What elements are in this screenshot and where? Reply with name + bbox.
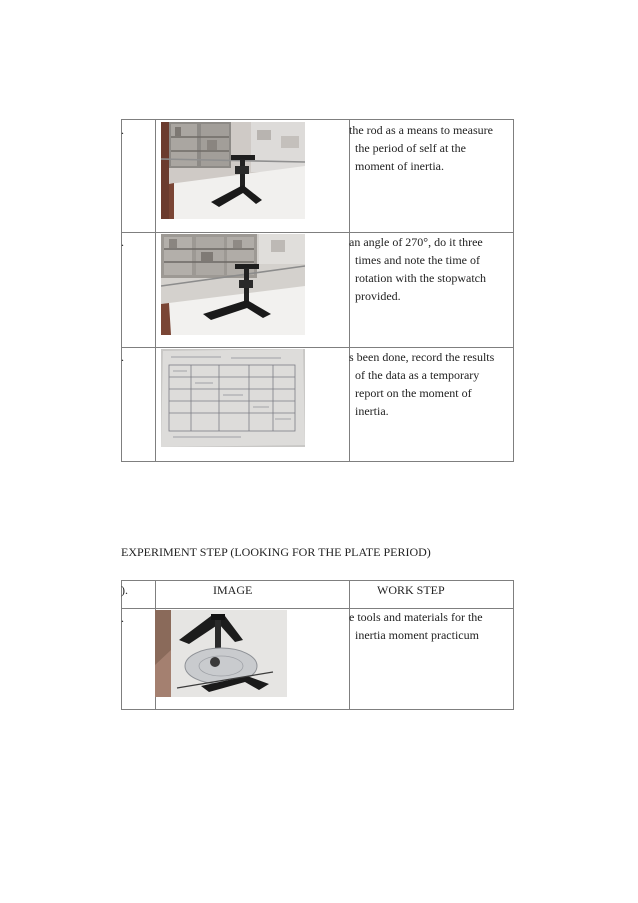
work-step-text bbox=[349, 348, 512, 420]
row-number: . bbox=[121, 350, 124, 364]
handwritten-report-photo bbox=[161, 349, 305, 447]
work-step-line: e tools and materials for the bbox=[349, 610, 483, 624]
work-step-line: the period of self at the bbox=[355, 141, 466, 155]
row-number: . bbox=[121, 123, 124, 137]
row-number: . bbox=[121, 611, 124, 625]
work-step-text bbox=[349, 121, 512, 175]
work-step-line: the rod as a means to measure bbox=[349, 123, 493, 137]
apparatus-photo-stand bbox=[161, 234, 305, 335]
work-step-line: of the data as a temporary bbox=[355, 368, 480, 382]
work-step-text bbox=[349, 608, 512, 644]
work-step-line: moment of inertia. bbox=[355, 159, 444, 173]
column-divider bbox=[155, 120, 156, 461]
section-heading: EXPERIMENT STEP (LOOKING FOR THE PLATE PERIOD) bbox=[121, 545, 431, 559]
apparatus-photo-rod bbox=[161, 122, 305, 219]
work-step-line: inertia moment practicum bbox=[355, 628, 479, 642]
work-step-line: inertia. bbox=[355, 404, 389, 418]
work-step-line: report on the moment of bbox=[355, 386, 472, 400]
header-work-step: WORK STEP bbox=[377, 583, 445, 597]
column-divider bbox=[349, 581, 350, 709]
work-step-line: rotation with the stopwatch bbox=[355, 271, 486, 285]
work-step-line: provided. bbox=[355, 289, 401, 303]
work-step-text bbox=[349, 233, 512, 305]
header-no: ). bbox=[121, 583, 128, 597]
work-step-line: times and note the time of bbox=[355, 253, 480, 267]
row-number: . bbox=[121, 235, 124, 249]
header-image: IMAGE bbox=[213, 583, 253, 597]
apparatus-photo-plate bbox=[155, 610, 287, 697]
work-step-line: an angle of 270°, do it three bbox=[349, 235, 483, 249]
work-step-line: s been done, record the results bbox=[349, 350, 495, 364]
